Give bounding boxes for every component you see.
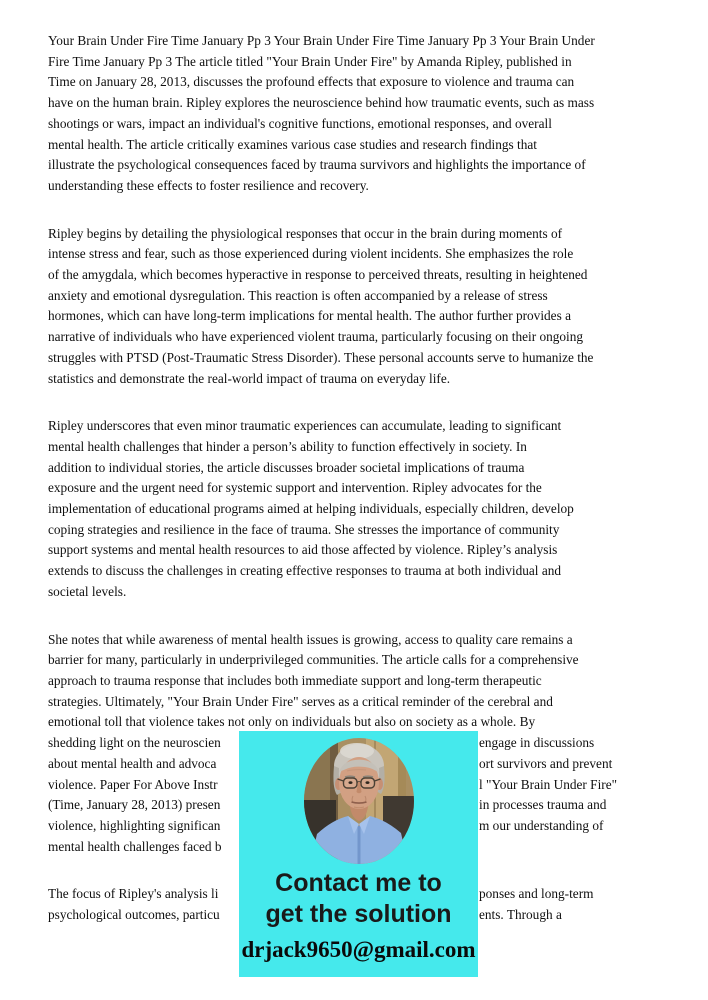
text-line: Ripley underscores that even minor traumatic experiences can accumulate, leading to significant bbox=[48, 418, 562, 434]
paragraph bbox=[48, 31, 661, 197]
text-fragment-right: ents. Through a bbox=[479, 907, 562, 923]
text-line: illustrate the psychological consequences faced by trauma survivors and highlights the importance of bbox=[48, 157, 586, 173]
text-line: Ripley begins by detailing the physiological responses that occur in the brain during moments of bbox=[48, 225, 563, 241]
text-line: implementation of educational programs aimed at helping individuals, especially children, develop bbox=[48, 501, 574, 517]
text-line: Fire Time January Pp 3 The article titled "Your Brain Under Fire" by Amanda Ripley, published in bbox=[48, 53, 572, 69]
text-fragment-left: violence, highlighting significan bbox=[48, 817, 221, 833]
text-fragment-right: l "Your Brain Under Fire" bbox=[479, 776, 618, 792]
text-fragment-right: m our understanding of bbox=[479, 817, 604, 833]
text-line: intense stress and fear, such as those experienced during violent incidents. She emphasizes the role bbox=[48, 246, 574, 262]
text-line: anxiety and emotional dysregulation. This reaction is often accompanied by a release of stress bbox=[48, 287, 548, 303]
contact-message-line1: Contact me to bbox=[275, 869, 442, 897]
text-line: barrier for many, particularly in underprivileged communities. The article calls for a comprehensive bbox=[48, 652, 579, 668]
text-line: approach to trauma response that includes both immediate support and long-term therapeutic bbox=[48, 672, 542, 688]
text-line: extends to discuss the challenges in creating effective responses to trauma at both individual and bbox=[48, 563, 562, 579]
text-fragment-left: psychological outcomes, particu bbox=[48, 907, 220, 923]
text-line: coping strategies and resilience in the face of trauma. She stresses the importance of community bbox=[48, 521, 560, 537]
paragraph bbox=[48, 224, 661, 390]
text-line: mental health challenges that hinder a person’s ability to function effectively in society. In bbox=[48, 438, 527, 454]
text-fragment-right: ort survivors and prevent bbox=[479, 755, 613, 771]
text-line: She notes that while awareness of mental health issues is growing, access to quality care remains a bbox=[48, 631, 573, 647]
text-fragment-right: ponses and long-term bbox=[479, 886, 594, 902]
text-fragment-left: (Time, January 28, 2013) presen bbox=[48, 797, 221, 813]
text-line: have on the human brain. Ripley explores the neuroscience behind how traumatic events, such as mass bbox=[48, 95, 595, 111]
text-line: Your Brain Under Fire Time January Pp 3 Your Brain Under Fire Time January Pp 3 Your Brain Under bbox=[48, 33, 595, 48]
text-fragment-right: engage in discussions bbox=[479, 735, 595, 751]
text-line: strategies. Ultimately, "Your Brain Under Fire" serves as a critical reminder of the cerebral and bbox=[48, 693, 553, 709]
text-line: exposure and the urgent need for systemic support and intervention. Ripley advocates for the bbox=[48, 480, 542, 496]
paragraph bbox=[48, 416, 661, 602]
text-fragment-left: mental health challenges faced b bbox=[48, 838, 222, 854]
text-fragment-left: shedding light on the neuroscien bbox=[48, 735, 221, 751]
text-line: support systems and mental health resources to aid those affected by violence. Ripley’s analysis bbox=[48, 542, 558, 558]
text-fragment-right: in processes trauma and bbox=[479, 797, 607, 813]
text-line: narrative of individuals who have experienced violent trauma, particularly focusing on their ongoing bbox=[48, 329, 584, 345]
text-line: Time on January 28, 2013, discusses the profound effects that exposure to violence and trauma can bbox=[48, 74, 575, 90]
text-line: societal levels. bbox=[48, 583, 127, 599]
contact-email: drjack9650@gmail.com bbox=[241, 937, 476, 962]
text-fragment-left: about mental health and advoca bbox=[48, 755, 217, 771]
text-fragment-left: The focus of Ripley's analysis li bbox=[48, 886, 219, 902]
text-line: statistics and demonstrate the real-world impact of trauma on everyday life. bbox=[48, 370, 451, 386]
text-line: mental health. The article critically examines various case studies and research findings that bbox=[48, 136, 537, 152]
text-line: hormones, which can have long-term implications for mental health. The author further provides a bbox=[48, 308, 571, 324]
text-line: of the amygdala, which becomes hyperactive in response to perceived threats, resulting in heightened bbox=[48, 267, 588, 283]
text-line: addition to individual stories, the article discusses broader societal implications of trauma bbox=[48, 459, 525, 475]
contact-overlay bbox=[239, 731, 478, 977]
contact-message-line2: get the solution bbox=[265, 900, 452, 928]
text-line: struggles with PTSD (Post-Traumatic Stress Disorder). These personal accounts serve to humanize the bbox=[48, 349, 594, 365]
text-line: shootings or wars, impact an individual's cognitive functions, emotional responses, and overall bbox=[48, 115, 552, 131]
text-line: emotional toll that violence takes not only on individuals but also on society as a whole. By bbox=[48, 714, 536, 730]
tutor-portrait-photo bbox=[304, 738, 414, 864]
text-fragment-left: violence. Paper For Above Instr bbox=[48, 776, 218, 792]
text-line: understanding these effects to foster resilience and recovery. bbox=[48, 177, 369, 193]
